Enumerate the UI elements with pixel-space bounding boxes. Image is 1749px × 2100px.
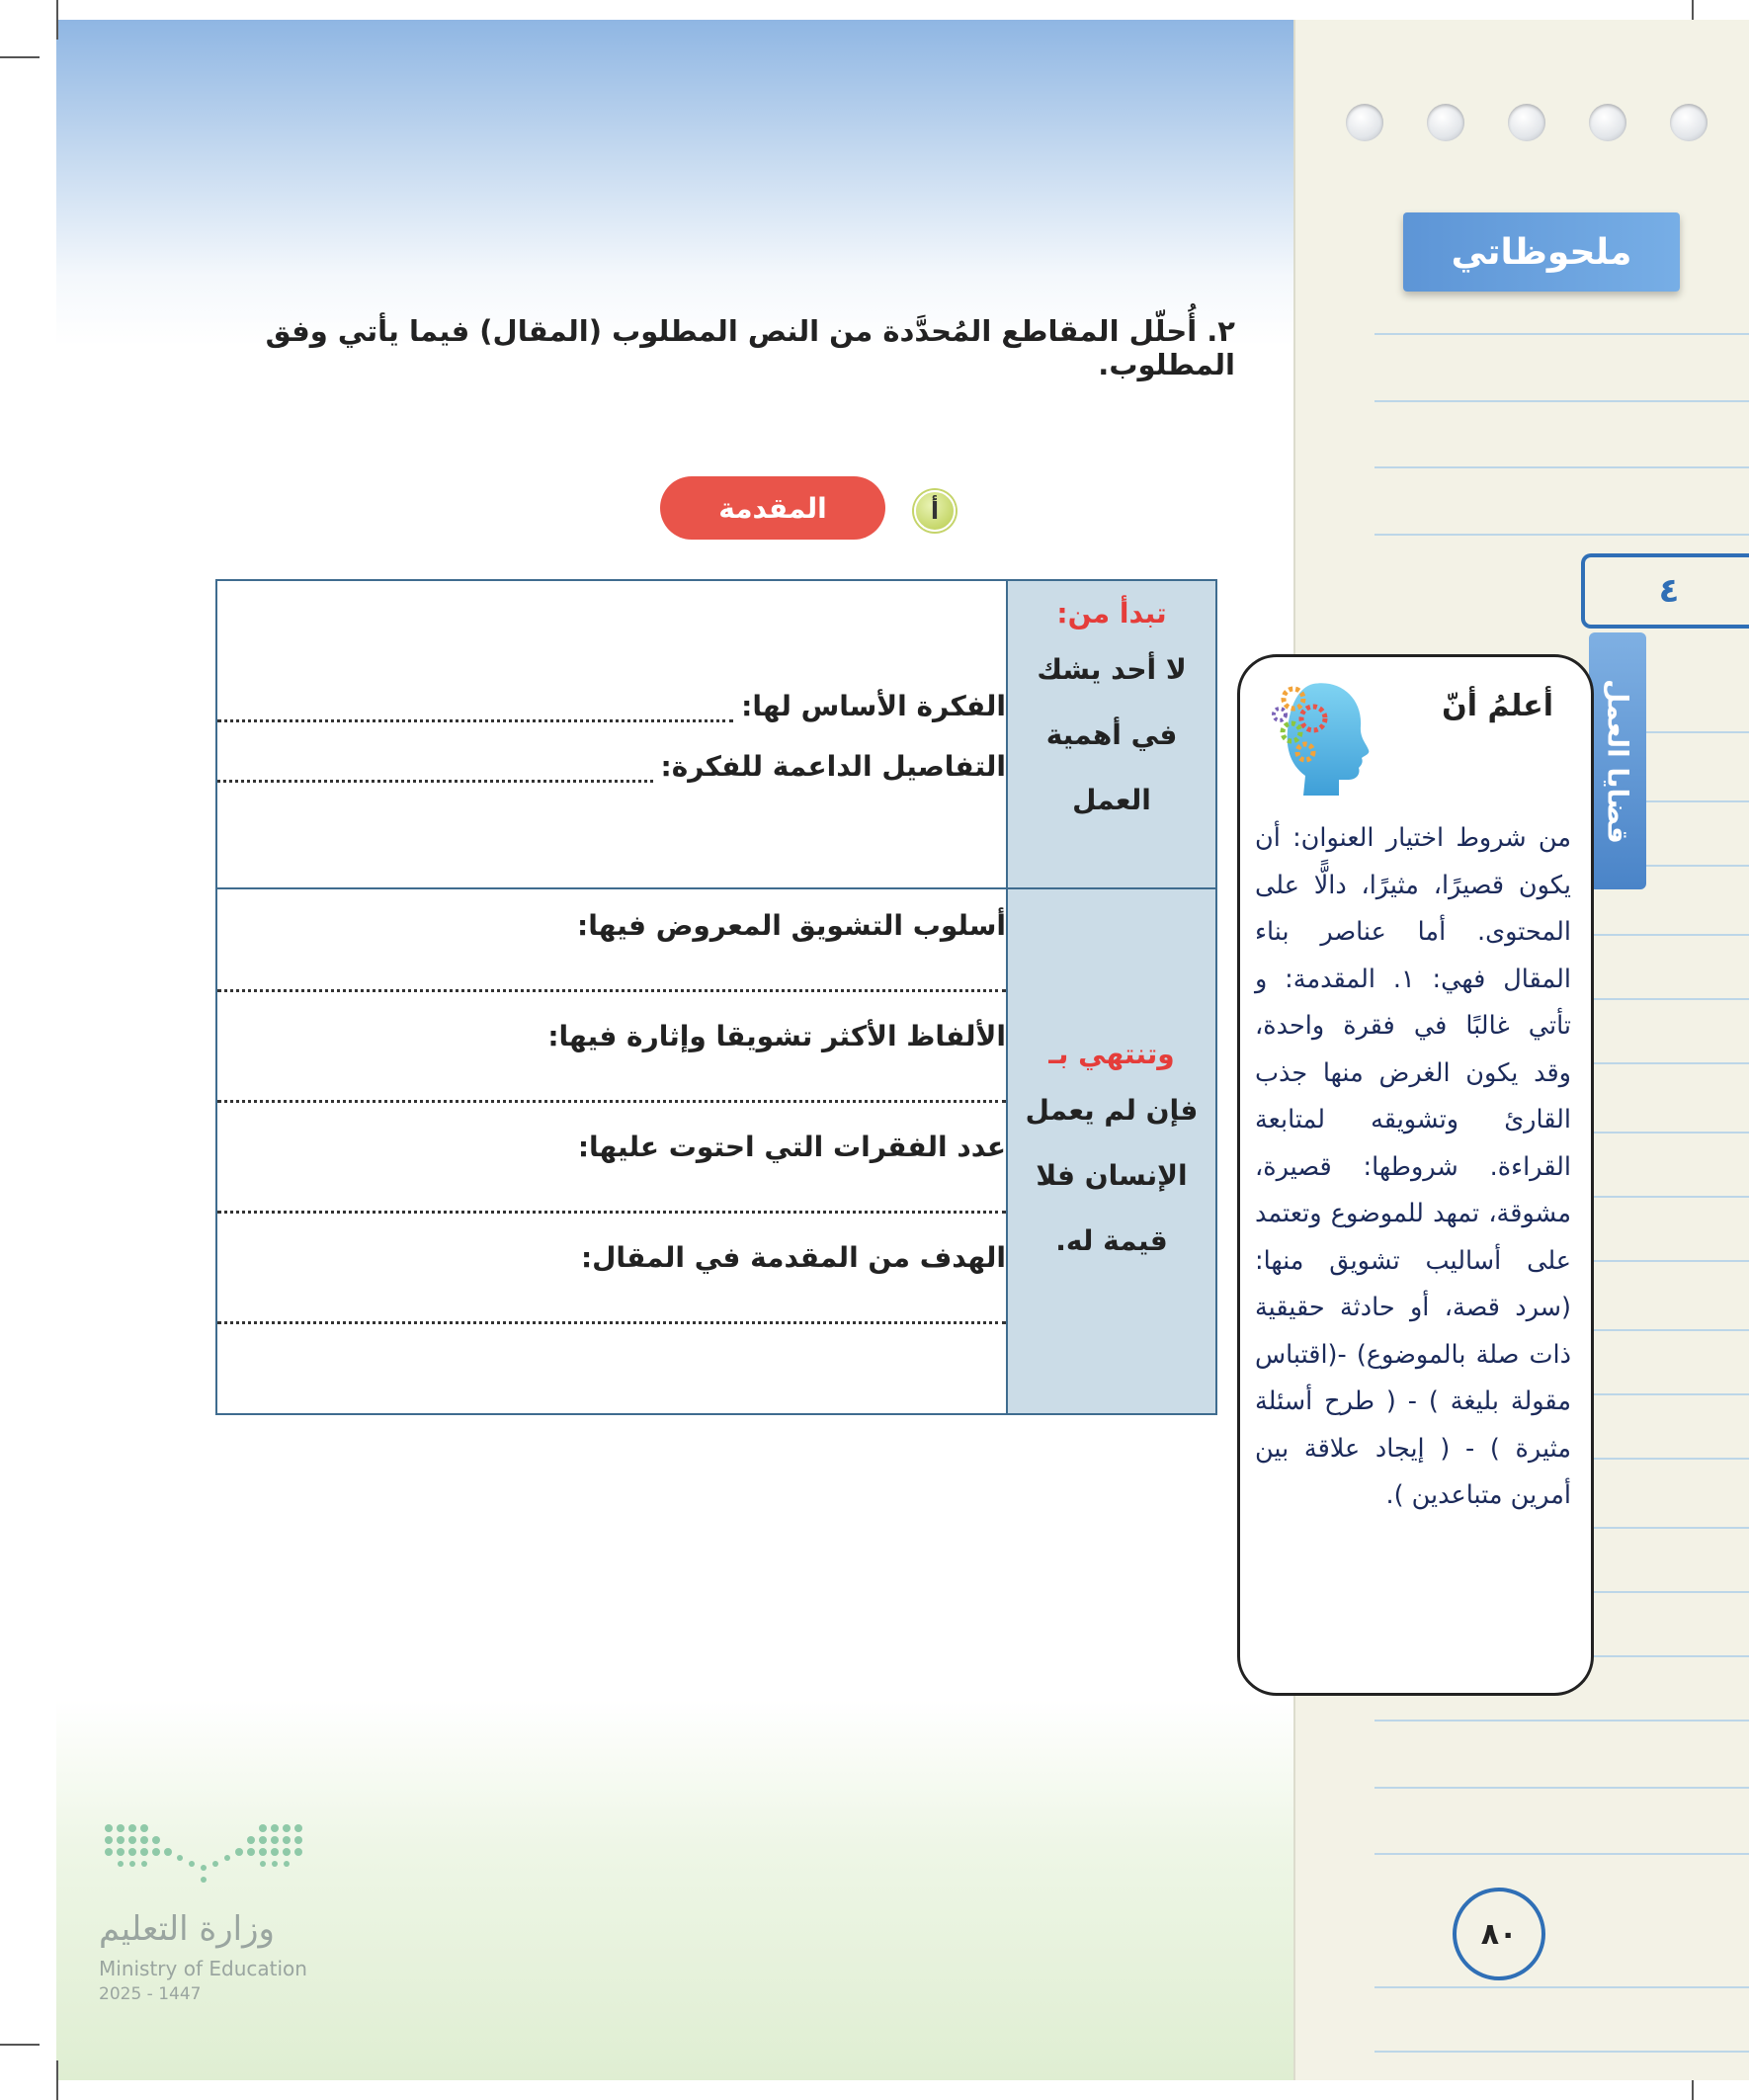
binder-hole — [1427, 104, 1464, 141]
answer-line[interactable] — [217, 1207, 1006, 1214]
chapter-tab: قضايا العمل — [1589, 632, 1646, 889]
answer-line[interactable] — [217, 1317, 1006, 1324]
section-badge: أ — [914, 490, 956, 532]
crop-mark — [56, 0, 58, 40]
binder-hole — [1589, 104, 1626, 141]
crop-mark — [0, 2044, 40, 2046]
moe-dots-logo — [99, 1818, 316, 1897]
answer-line[interactable] — [217, 760, 653, 783]
know-title: أعلمُ أنّ — [1442, 689, 1553, 723]
notes-title: ملحوظاتي — [1403, 212, 1680, 292]
analysis-table — [215, 579, 1217, 1415]
hook-style-label: أسلوب التشويق المعروض فيها: — [577, 909, 1006, 942]
crop-mark — [0, 56, 40, 58]
page-number: ٨٠ — [1453, 1888, 1545, 1980]
start-quote-line: في أهمية — [1045, 718, 1178, 751]
answer-line[interactable] — [217, 1096, 1006, 1103]
top-fields-cell — [216, 580, 1007, 888]
know-text: من شروط اختيار العنوان: أن يكون قصيرًا، مثيرًا، دالًّا على المحتوى. أما عناصر بناء المقال فهي: ١. المقدمة: و تأتي غالبًا في فقرة واحدة، وقد يكون الغرض منها جذب القارئ وتشويقه لمتابعة القراءة. شروطها: قصيرة، مشوقة، تمهد للموضوع وتعتمد على أساليب تشويق منها: (سرد قصة، أو حادثة حقيقية ذات صلة بالموضوع) -(اقتباس مقولة بليغة ) - ( طرح أسئلة مثيرة ) - ( إيجاد علاقة بين أمرين متباعدين ). — [1255, 823, 1571, 1510]
publisher-year: 2025 - 1447 — [99, 1984, 202, 2004]
end-label: وتنتهي بـ — [1048, 1038, 1175, 1070]
end-cell — [1007, 888, 1216, 1414]
binder-hole — [1670, 104, 1707, 141]
intro-purpose-label: الهدف من المقدمة في المقال: — [580, 1241, 1006, 1274]
supporting-details-field[interactable] — [217, 750, 1006, 783]
main-idea-field[interactable] — [217, 690, 1006, 722]
section-title: المقدمة — [660, 476, 885, 540]
end-quote-line: فإن لم يعمل — [1025, 1094, 1199, 1127]
exciting-words-label: الألفاظ الأكثر تشويقا وإثارة فيها: — [547, 1020, 1006, 1052]
know-box — [1237, 654, 1594, 1696]
start-quote-line: العمل — [1072, 784, 1151, 816]
publisher-name-en: Ministry of Education — [99, 1957, 307, 1980]
start-quote-line: لا أحد يشك — [1037, 653, 1187, 686]
main-idea-label: الفكرة الأساس لها: — [741, 690, 1006, 722]
start-label: تبدأ من: — [1056, 597, 1167, 630]
paragraph-count-label: عدد الفقرات التي احتوت عليها: — [577, 1131, 1006, 1163]
publisher-name-ar: وزارة التعليم — [99, 1909, 275, 1949]
answer-line[interactable] — [217, 700, 733, 722]
chapter-number: ٤ — [1581, 553, 1749, 629]
head-gears-icon — [1264, 669, 1373, 798]
bottom-fields-cell — [216, 888, 1007, 1414]
start-cell — [1007, 580, 1216, 888]
answer-line[interactable] — [217, 985, 1006, 992]
crop-mark — [56, 2060, 58, 2100]
end-quote-line: الإنسان فلا — [1036, 1159, 1188, 1192]
question-text: ٢. أُحلّل المقاطع المُحدَّدة من النص المطلوب (المقال) فيما يأتي وفق المطلوب. — [265, 314, 1235, 381]
end-quote-line: قيمة له. — [1055, 1224, 1168, 1257]
binder-hole — [1346, 104, 1383, 141]
binder-hole — [1508, 104, 1545, 141]
supporting-details-label: التفاصيل الداعمة للفكرة: — [660, 750, 1006, 783]
